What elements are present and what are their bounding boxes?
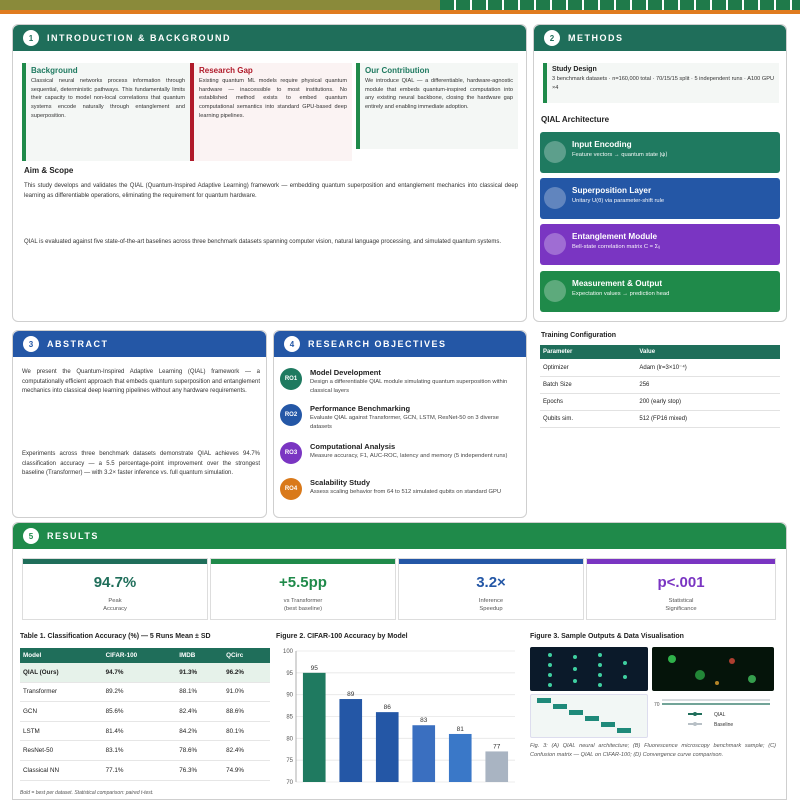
cell: 77.1% — [103, 760, 177, 780]
legend-qial: QIAL — [714, 712, 726, 718]
cell: 80.1% — [223, 721, 270, 741]
table-row — [540, 377, 780, 394]
aim-paragraph-1: This study develops and validates the QIAL (Quantum-Inspired Adaptive Learning) framework — embedding quantum superposition and entanglement mechanics into classical deep learning as differentiable operations, eliminating the requirement for quantum hardware. — [24, 183, 518, 199]
stat-label: Statistical Significance — [665, 598, 697, 613]
microscopy-spots — [652, 647, 774, 691]
cell: 94.7% — [103, 663, 177, 682]
cell: 78.6% — [176, 741, 223, 761]
arch-step-title: Input Encoding — [572, 140, 632, 149]
confusion-matrix-image — [530, 694, 648, 738]
stat-label: Peak Accuracy — [103, 598, 127, 613]
methods-header — [534, 25, 786, 51]
banner-olive-stripe — [0, 0, 440, 10]
col-header: QCirc — [223, 648, 270, 663]
y-tick-label: 100 — [282, 649, 293, 655]
arch-step-superposition — [540, 178, 780, 219]
section-title: ABSTRACT — [47, 339, 109, 349]
stat-value: 94.7% — [93, 574, 137, 591]
table-row — [20, 741, 270, 761]
col-header: CIFAR-100 — [103, 648, 177, 663]
cell: 91.3% — [176, 663, 223, 682]
bar-value-label: 77 — [493, 743, 501, 751]
cell: 85.6% — [103, 702, 177, 722]
objective-title: Model Development — [310, 368, 381, 377]
stat-accent-bar — [587, 559, 775, 564]
bar-value-label: 86 — [383, 704, 391, 712]
banner-green-stripe — [440, 0, 800, 10]
stat-accent-bar — [23, 559, 207, 564]
contribution-text: We introduce QIAL — a differentiable, hardware-agnostic module that embeds quantum-inspired computation into any existing neural backbone, closing the hardware gap entirely and enabling immediate adoption. — [365, 78, 513, 110]
cell: QIAL (Ours) — [20, 663, 103, 682]
y-tick-label: 85 — [286, 714, 293, 721]
stat-card-accuracy — [22, 558, 208, 620]
stat-value: 3.2× — [476, 574, 506, 591]
config-param: Optimizer — [540, 359, 636, 377]
stat-card-improvement — [210, 558, 396, 620]
table-row — [20, 663, 270, 682]
section-title: RESEARCH OBJECTIVES — [308, 339, 447, 349]
neural-architecture-image — [530, 647, 648, 691]
abstract-panel — [12, 330, 267, 518]
cell: 89.2% — [103, 682, 177, 702]
confusion-diagonal — [531, 695, 649, 739]
objective-badge: RO1 — [280, 368, 302, 390]
objectives-header — [274, 331, 526, 357]
section-number: 3 — [23, 336, 39, 352]
config-value: 200 (early stop) — [636, 394, 780, 411]
stat-label: Inference Speedup — [478, 598, 504, 613]
convergence-plot — [652, 694, 774, 738]
aim-paragraph-2: QIAL is evaluated against five state-of-the-art baselines across three benchmark datasets spanning computer vision, natural language processing, and simulated quantum systems. — [24, 239, 502, 245]
accuracy-table — [20, 648, 270, 781]
stat-card-speedup — [398, 558, 584, 620]
config-header-param: Parameter — [540, 345, 636, 359]
table1-title: Table 1. Classification Accuracy (%) — 5 Runs Mean ± SD — [20, 633, 211, 640]
section-number: 4 — [284, 336, 300, 352]
stat-value: p<.001 — [657, 574, 705, 591]
objective-title: Computational Analysis — [310, 442, 396, 451]
background-text: Classical neural networks process information through sequential, deterministic pathways. This fundamentally limits their capacity to model non-local correlations that quantum systems encode naturally through entanglement and superposition. — [31, 78, 185, 119]
research-gap-title: Research Gap — [199, 66, 253, 75]
microscopy-sample-image — [652, 647, 774, 691]
training-config-heading: Training Configuration — [541, 332, 617, 339]
architecture-dots — [530, 647, 648, 691]
training-config-table — [540, 345, 780, 428]
config-header-value: Value — [636, 345, 780, 359]
cell: 96.2% — [223, 663, 270, 682]
table-row — [540, 394, 780, 411]
config-param: Batch Size — [540, 377, 636, 394]
contribution-title: Our Contribution — [365, 66, 430, 75]
section-number: 2 — [544, 30, 560, 46]
arch-step-title: Entanglement Module — [572, 232, 658, 241]
cell: 88.1% — [176, 682, 223, 702]
figure2-title: Figure 2. CIFAR-100 Accuracy by Model — [276, 633, 408, 640]
convergence-curve-image — [652, 694, 774, 738]
arch-step-input-encoding — [540, 132, 780, 173]
table-row — [540, 411, 780, 428]
stat-value: +5.5pp — [279, 574, 327, 591]
objective-title: Performance Benchmarking — [310, 404, 411, 413]
config-param: Epochs — [540, 394, 636, 411]
background-title: Background — [31, 66, 78, 75]
cell: 74.9% — [223, 760, 270, 780]
cell: Classical NN — [20, 760, 103, 780]
abstract-paragraph-1: We present the Quantum-Inspired Adaptive Learning (QIAL) framework — a computationally efficient approach that embeds quantum superposition and entanglement mechanics into classical deep learning pipelines without any hardware requirements. — [22, 369, 260, 395]
config-value: 256 — [636, 377, 780, 394]
section-title: INTRODUCTION & BACKGROUND — [47, 33, 231, 43]
step-icon — [544, 280, 566, 302]
table-row — [20, 721, 270, 741]
section-number: 5 — [23, 528, 39, 544]
svg-text:70: 70 — [654, 702, 660, 708]
stat-label: vs Transformer (best baseline) — [283, 598, 323, 613]
step-icon — [544, 187, 566, 209]
col-header: Model — [20, 648, 103, 663]
arch-step-measurement — [540, 271, 780, 312]
col-header: IMDB — [176, 648, 223, 663]
cifar-bar-chart — [276, 645, 521, 790]
bar-value-label: 83 — [420, 717, 428, 725]
objective-ro1 — [280, 364, 520, 398]
objective-text: Evaluate QIAL against Transformer, GCN, LSTM, ResNet-50 on 3 diverse datasets — [310, 415, 499, 430]
section-number: 1 — [23, 30, 39, 46]
section-title: METHODS — [568, 33, 624, 43]
bar-qial-ours- — [303, 673, 326, 782]
objective-badge: RO2 — [280, 404, 302, 426]
study-design-box — [543, 63, 779, 103]
bar-lstm — [412, 725, 435, 782]
arch-step-entanglement — [540, 224, 780, 265]
intro-header — [13, 25, 526, 51]
cell: 82.4% — [176, 702, 223, 722]
bar-classical-nn — [485, 751, 508, 782]
objective-text: Design a differentiable QIAL module simulating quantum superposition within classical layers — [310, 379, 508, 394]
objective-badge: RO3 — [280, 442, 302, 464]
cell: 76.3% — [176, 760, 223, 780]
cell: 88.6% — [223, 702, 270, 722]
stat-accent-bar — [399, 559, 583, 564]
arch-step-sub: Bell-state correlation matrix C = Σᵢⱼ — [572, 244, 661, 250]
bar-value-label: 95 — [310, 664, 318, 672]
arch-step-sub: Unitary U(θ) via parameter-shift rule — [572, 198, 665, 204]
table-row — [20, 702, 270, 722]
cell: Transformer — [20, 682, 103, 702]
bar-gcn — [376, 712, 399, 782]
cell: 83.1% — [103, 741, 177, 761]
aim-scope-heading: Aim & Scope — [24, 166, 74, 175]
objective-text: Assess scaling behavior from 64 to 512 simulated qubits on standard GPU — [310, 489, 502, 495]
cell: LSTM — [20, 721, 103, 741]
banner-orange-stripe — [0, 10, 800, 14]
table-row — [540, 359, 780, 377]
stat-card-significance — [586, 558, 776, 620]
objective-ro4 — [280, 474, 520, 508]
y-tick-label: 75 — [286, 758, 293, 765]
arch-step-title: Superposition Layer — [572, 186, 652, 195]
objective-badge: RO4 — [280, 478, 302, 500]
figure3-caption: Fig. 3: (A) QIAL neural architecture; (B) Fluorescence microscopy benchmark sample; (C) Confusion matrix — QIAL on CIFAR-100; (D) Convergence curve comparison. — [530, 743, 776, 758]
table-row — [20, 682, 270, 702]
config-value: Adam (lr=3×10⁻⁴) — [636, 359, 780, 377]
objective-ro3 — [280, 438, 520, 472]
top-banner — [0, 0, 800, 16]
research-gap-text: Existing quantum ML models require physical quantum hardware — inaccessible to most institutions. No established method exists to embed quantum computational semantics into standard GPU-based deep learning pipelines. — [199, 78, 347, 119]
y-tick-label: 95 — [286, 670, 293, 677]
bar-resnet-50 — [449, 734, 472, 782]
research-gap-box — [190, 63, 352, 161]
contribution-box — [356, 63, 518, 149]
objective-ro2 — [280, 400, 520, 434]
background-box — [22, 63, 190, 161]
cell: 82.4% — [223, 741, 270, 761]
cell: GCN — [20, 702, 103, 722]
cell: 81.4% — [103, 721, 177, 741]
section-title: RESULTS — [47, 531, 99, 541]
bar-value-label: 89 — [347, 691, 355, 699]
results-header — [13, 523, 786, 549]
table1-note: Bold = best per dataset. Statistical comparison: paired t-test. — [20, 790, 154, 796]
bar-transformer — [339, 699, 362, 782]
config-value: 512 (FP16 mixed) — [636, 411, 780, 428]
study-design-text: 3 benchmark datasets · n=160,000 total · 70/15/15 split · 5 independent runs · A100 GPU ×4 — [552, 76, 774, 91]
config-param: Qubits sim. — [540, 411, 636, 428]
arch-step-sub: Expectation values → prediction head — [572, 291, 670, 297]
arch-step-sub: Feature vectors → quantum state |ψ⟩ — [572, 152, 668, 158]
stat-accent-bar — [211, 559, 395, 564]
table-row — [20, 760, 270, 780]
abstract-header — [13, 331, 266, 357]
y-tick-label: 90 — [286, 692, 293, 699]
arch-step-title: Measurement & Output — [572, 279, 663, 288]
cell: ResNet-50 — [20, 741, 103, 761]
study-design-title: Study Design — [552, 66, 597, 73]
figure3-title: Figure 3. Sample Outputs & Data Visualisation — [530, 633, 684, 640]
cell: 91.0% — [223, 682, 270, 702]
architecture-heading: QIAL Architecture — [541, 115, 610, 124]
objective-title: Scalability Study — [310, 478, 371, 487]
cell: 84.2% — [176, 721, 223, 741]
y-tick-label: 80 — [286, 736, 293, 743]
step-icon — [544, 233, 566, 255]
abstract-paragraph-2: Experiments across three benchmark datasets demonstrate QIAL achieves 94.7% classification accuracy — a 5.5 percentage-point improvement over the strongest baseline (Transformer) — with 3.2× faster inference vs. full quantum simulation. — [22, 451, 260, 477]
y-tick-label: 70 — [286, 780, 293, 786]
objective-text: Measure accuracy, F1, AUC-ROC, latency and memory (5 independent runs) — [310, 453, 508, 459]
step-icon — [544, 141, 566, 163]
legend-baseline: Baseline — [714, 722, 734, 728]
bar-value-label: 81 — [456, 725, 464, 733]
